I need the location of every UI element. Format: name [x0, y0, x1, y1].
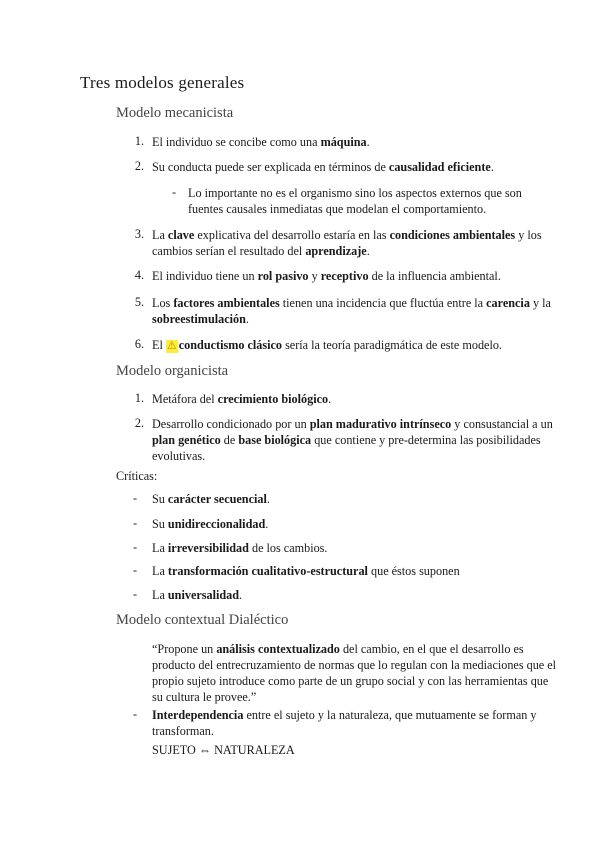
- list-item: El individuo tiene un rol pasivo y receptivo de la influencia ambiental.: [152, 269, 501, 283]
- list-item: Lo importante no es el organismo sino los aspectos externos que son fuentes causales inmediatas que modelan el comportamiento.: [188, 186, 522, 216]
- list-item: Los factores ambientales tienen una incidencia que fluctúa entre la carencia y la sobreestimulación.: [152, 296, 551, 326]
- formula: SUJETO ⇔ NATURALEZA: [152, 743, 295, 757]
- list-item: Desarrollo condicionado por un plan madurativo intrínseco y consustancial a un plan genético de base biológica que contiene y pre-determina las posibilidades evolutivas.: [152, 417, 553, 463]
- list-number: 2.: [134, 159, 144, 173]
- list-number: 4.: [134, 268, 144, 282]
- list-number: 1.: [134, 391, 144, 405]
- heading-organicista: Modelo organicista: [116, 363, 229, 379]
- list-number: 5.: [134, 295, 144, 309]
- heading-contextual: Modelo contextual Dialéctico: [116, 612, 289, 628]
- quote-paragraph: “Propone un análisis contextualizado del cambio, en el que el desarrollo es producto del entrecruzamiento de normas que lo regulan con la mediaciones que el propio sujeto introduce como parte de un grupo social y con las herramientas que su cultura le provee.”: [152, 642, 557, 704]
- list-item: La universalidad.: [152, 588, 243, 602]
- list-number: 3.: [134, 227, 144, 241]
- list-item: La transformación cualitativo-estructural que éstos suponen: [152, 564, 460, 578]
- bullet-dash: -: [172, 185, 177, 199]
- list-item: Su conducta puede ser explicada en términos de causalidad eficiente.: [152, 160, 494, 174]
- bullet-dash: -: [133, 707, 138, 721]
- criticas-label: Críticas:: [116, 469, 158, 483]
- warning-icon: ⚠: [166, 340, 177, 352]
- list-number: 6.: [134, 337, 144, 351]
- bullet-dash: -: [133, 563, 138, 577]
- list-item: Interdependencia entre el sujeto y la naturaleza, que mutuamente se forman y transforman.: [152, 708, 537, 738]
- list-item: La irreversibilidad de los cambios.: [152, 541, 328, 555]
- page-title: Tres modelos generales: [80, 73, 245, 92]
- bullet-dash: -: [133, 587, 138, 601]
- bullet-dash: -: [133, 491, 138, 505]
- heading-mecanicista: Modelo mecanicista: [116, 105, 234, 121]
- list-item: La clave explicativa del desarrollo estaría en las condiciones ambientales y los cambios serían el resultado del aprendizaje.: [152, 228, 542, 258]
- bullet-dash: -: [133, 540, 138, 554]
- list-number: 1.: [134, 134, 144, 148]
- list-item: Su unidireccionalidad.: [152, 517, 269, 531]
- list-item: Su carácter secuencial.: [152, 492, 270, 506]
- list-number: 2.: [134, 416, 144, 430]
- bullet-dash: -: [133, 516, 138, 530]
- list-item: El ⚠ conductismo clásico sería la teoría paradigmática de este modelo.: [152, 338, 502, 352]
- list-item: El individuo se concibe como una máquina.: [152, 135, 370, 149]
- list-item: Metáfora del crecimiento biológico.: [152, 392, 332, 406]
